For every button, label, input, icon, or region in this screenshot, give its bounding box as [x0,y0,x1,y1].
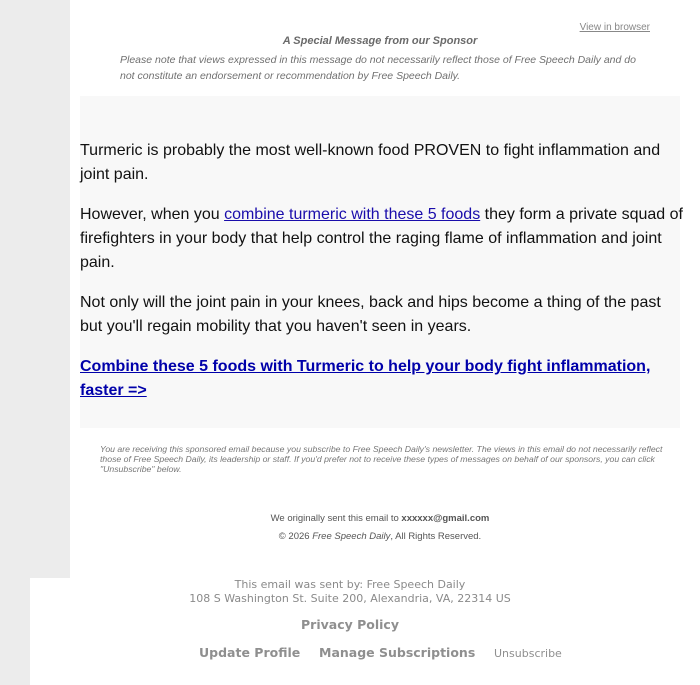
body-paragraph-2 [80,203,685,275]
combine-foods-link[interactable]: combine turmeric with these 5 foods [224,206,481,223]
body-paragraph-2-end: they form a private squad of firefighters in your body that help control the raging flame of inflammation and joint pain. [80,206,683,271]
sent-by-line: This email was sent by: Free Speech Daily [234,578,466,591]
privacy-policy-link[interactable]: Privacy Policy [301,617,399,632]
manage-subscriptions-link[interactable]: Manage Subscriptions [319,645,476,660]
sponsored-email-notice: You are receiving this sponsored email because you subscribe to Free Speech Daily's newsletter. The views in this email do not necessarily reflect those of Free Speech Daily, its leadership or staff. If you'd prefer not to receive these types of messages on behalf of our sponsors, you can click "Unsubscribe" below. [100,444,663,474]
recipient-email: xxxxxx@gmail.com [401,513,490,524]
sender-footer [30,578,700,685]
copyright-prefix: © 2026 [278,531,313,542]
copyright-brand: Free Speech Daily [312,531,391,542]
sent-to-line [70,513,690,524]
copyright-suffix: , All Rights Reserved. [390,531,482,542]
cta-link[interactable]: Combine these 5 foods with Turmeric to help your body fight inflammation, faster => [80,358,651,399]
sponsor-disclaimer: Please note that views expressed in this message do not necessarily reflect those of Free Speech Daily and do not constitute an endorsement or recommendation by Free Speech Daily. [120,54,636,82]
body-paragraph-1: Turmeric is probably the most well-known food PROVEN to fight inflammation and joint pain. [80,142,661,183]
body-paragraph-3: Not only will the joint pain in your knees, back and hips become a thing of the past but you'll regain mobility that you haven't seen in years. [80,294,661,335]
body-paragraph-2-start: However, when you [80,206,225,223]
sponsor-message-title: A Special Message from our Sponsor [282,35,478,47]
view-in-browser-link[interactable]: View in browser [579,22,650,33]
sent-to-prefix: We originally sent this email to [270,513,402,524]
unsubscribe-link[interactable]: Unsubscribe [494,647,562,660]
sender-address: 108 S Washington St. Suite 200, Alexandria, VA, 22314 US [189,592,511,605]
copyright-line [70,531,690,542]
update-profile-link[interactable]: Update Profile [199,645,301,660]
email-container [70,0,700,580]
